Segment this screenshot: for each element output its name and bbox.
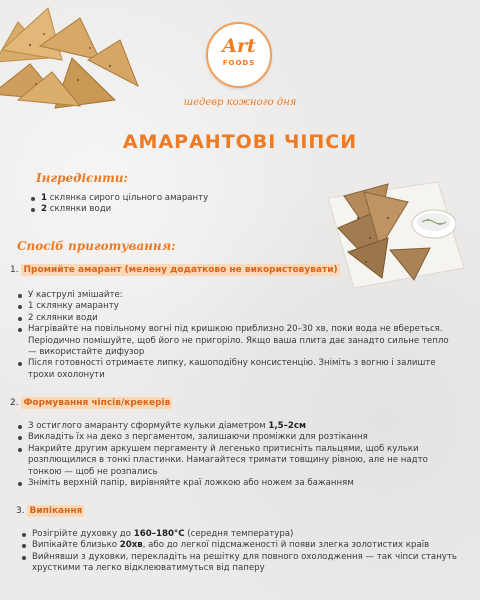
list-item: Викладіть їх на деко з пергаментом, залишаючи проміжки для розтікання <box>18 432 458 443</box>
list-item: Після готовності отримаєте липку, кашоподібну консистенцію. Зніміть з вогню і залиште трохи охолонути <box>18 358 458 381</box>
ingredients-list <box>31 193 301 216</box>
list-item: 2 склянки води <box>31 204 301 215</box>
list-item: 1 склянку амаранту <box>18 301 458 312</box>
logo-foods-text: FOODS <box>222 59 256 67</box>
list-item: З остиглого амаранту сформуйте кульки діаметром 1,5–2см <box>18 421 458 432</box>
step-1-title <box>10 265 340 275</box>
method-heading: Спосіб приготування: <box>17 239 176 253</box>
tagline: шедевр кожного дня <box>183 97 297 108</box>
step-2-list <box>18 421 458 489</box>
step-3-number: 3. <box>16 506 25 516</box>
list-item: Нагрівайте на повільному вогні під кришкою приблизно 20–30 хв, поки вода не вбереться. Періодично помішуйте, щоб його не пригоріло. Якщо ваша плита дає занадто сильне тепло — використайте дифузор <box>18 324 458 358</box>
step-2-label: Формування чіпсів/крекерів <box>23 398 171 408</box>
logo-art-text: Art <box>222 35 256 57</box>
step-2-number: 2. <box>10 398 19 408</box>
page-title: АМАРАНТОВІ ЧІПСИ <box>122 131 358 153</box>
plate-photo <box>318 178 468 290</box>
list-item: Зніміть верхній папір, вирівняйте краї ложкою або ножем за бажанням <box>18 478 458 489</box>
list-item: 1 склянка сирого цільного амаранту <box>31 193 301 204</box>
step-1-label: Промийте амарант (мелену додатково не використовувати) <box>23 265 338 275</box>
chips-photo <box>0 0 140 110</box>
list-item: У каструлі змішайте: <box>18 290 458 301</box>
list-item: 2 склянки води <box>18 313 458 324</box>
step-3-label: Випікання <box>29 506 83 516</box>
list-item: Накрийте другим аркушем пергаменту й легенько притисніть пальцями, щоб кульки розплющилися в тонкі пластинки. Намагайтеся тримати товщину рівною, але не надто тонкою — щоб не розпались <box>18 444 458 478</box>
step-3-title <box>16 506 84 516</box>
list-item: Випікайте близько 20хв, або до легкої підсмаженості й появи злегка золотистих країв <box>22 540 458 551</box>
step-1-number: 1. <box>10 265 19 275</box>
step-2-title <box>10 398 172 408</box>
step-1-list <box>18 290 458 381</box>
ingredients-heading: Інгредієнти: <box>36 171 128 185</box>
step-3-list <box>22 529 458 575</box>
art-foods-logo <box>206 22 272 88</box>
list-item: Розігрійте духовку до 160–180°C (середня температура) <box>22 529 458 540</box>
list-item: Вийнявши з духовки, перекладіть на решітку для повного охолодження — так чіпси стануть хрусткими та легко відклеюватимуться від паперу <box>22 552 458 575</box>
